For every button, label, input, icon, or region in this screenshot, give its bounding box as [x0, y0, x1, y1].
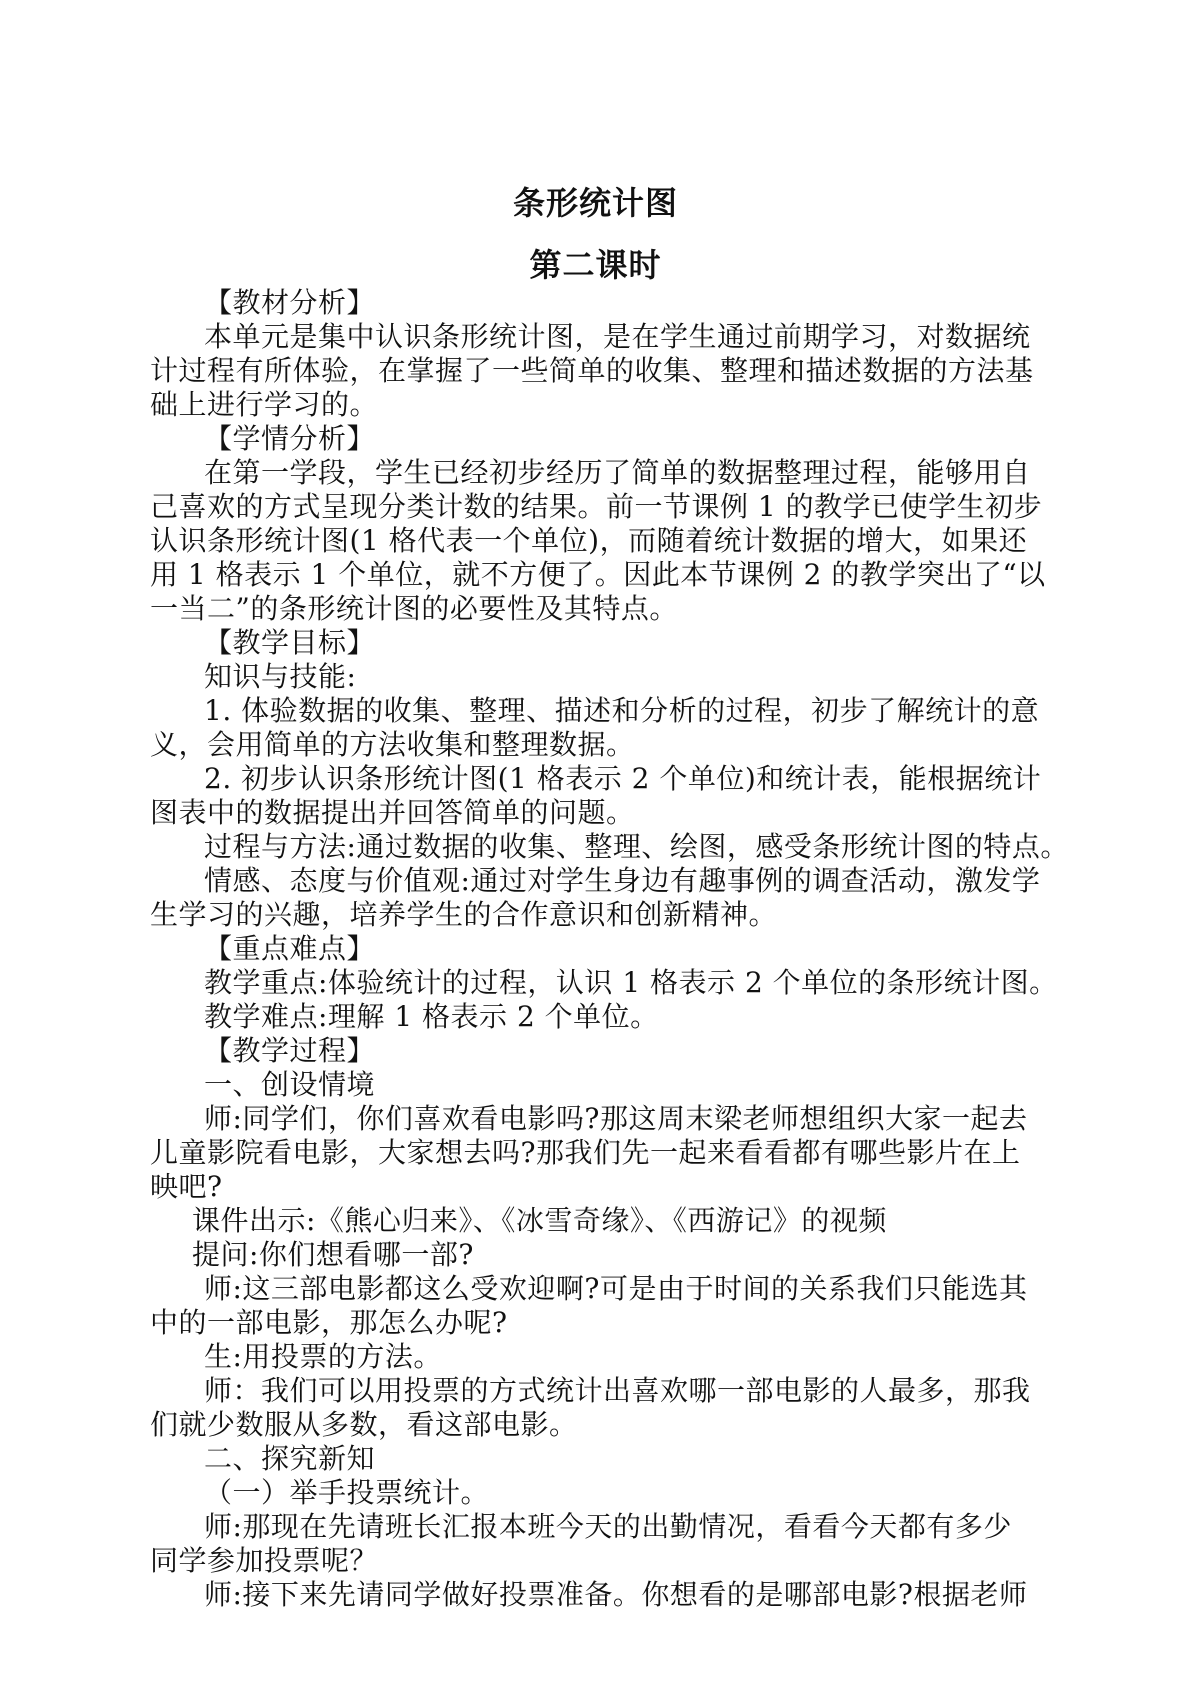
text-line: 2. 初步认识条形统计图(1 格表示 2 个单位)和统计表，能根据统计 [204, 762, 1042, 795]
text-line: 在第一学段，学生已经初步经历了简单的数据整理过程，能够用自 [204, 456, 1031, 489]
text-line: 用 1 格表示 1 个单位，就不方便了。因此本节课例 2 的教学突出了“以 [150, 558, 1046, 591]
text-line: 师:接下来先请同学做好投票准备。你想看的是哪部电影?根据老师 [204, 1578, 1028, 1611]
text-line: 提问:你们想看哪一部? [192, 1238, 474, 1271]
text-line: （一）举手投票统计。 [204, 1476, 490, 1509]
text-line: 一当二”的条形统计图的必要性及其特点。 [150, 592, 678, 625]
text-line: 【教学目标】 [204, 626, 376, 659]
text-line: 儿童影院看电影，大家想去吗?那我们先一起来看看都有哪些影片在上 [150, 1136, 1021, 1169]
text-line: 教学重点:体验统计的过程，认识 1 格表示 2 个单位的条形统计图。 [204, 966, 1058, 999]
text-line: 二、探究新知 [204, 1442, 376, 1475]
text-line: 【教学过程】 [204, 1034, 376, 1067]
text-line: 认识条形统计图(1 格代表一个单位)，而随着统计数据的增大，如果还 [150, 524, 1028, 557]
text-line: 们就少数服从多数，看这部电影。 [150, 1408, 578, 1441]
document-title: 条形统计图 [512, 184, 678, 222]
text-line: 情感、态度与价值观:通过对学生身边有趣事例的调查活动，激发学 [204, 864, 1041, 897]
text-line: 【重点难点】 [204, 932, 376, 965]
text-line: 课件出示:《熊心归来》、《冰雪奇缘》、《西游记》的视频 [192, 1204, 887, 1237]
text-line: 生学习的兴趣，培养学生的合作意识和创新精神。 [150, 898, 778, 931]
text-line: 师：我们可以用投票的方式统计出喜欢哪一部电影的人最多，那我 [204, 1374, 1031, 1407]
text-line: 教学难点:理解 1 格表示 2 个单位。 [204, 1000, 659, 1033]
document-subtitle: 第二课时 [529, 246, 662, 284]
text-line: 中的一部电影，那怎么办呢? [150, 1306, 508, 1339]
text-line: 师:同学们，你们喜欢看电影吗?那这周末梁老师想组织大家一起去 [204, 1102, 1028, 1135]
text-line: 图表中的数据提出并回答简单的问题。 [150, 796, 635, 829]
text-line: 【学情分析】 [204, 422, 376, 455]
text-line: 映吧? [150, 1170, 223, 1203]
text-line: 计过程有所体验，在掌握了一些简单的收集、整理和描述数据的方法基 [150, 354, 1034, 387]
text-line: 义，会用简单的方法收集和整理数据。 [150, 728, 635, 761]
text-line: 本单元是集中认识条形统计图，是在学生通过前期学习，对数据统 [204, 320, 1031, 353]
text-line: 师:那现在先请班长汇报本班今天的出勤情况，看看今天都有多少 [204, 1510, 1012, 1543]
text-line: 1. 体验数据的收集、整理、描述和分析的过程，初步了解统计的意 [204, 694, 1040, 727]
text-line: 一、创设情境 [204, 1068, 376, 1101]
text-line: 知识与技能: [204, 660, 357, 693]
text-line: 过程与方法:通过数据的收集、整理、绘图，感受条形统计图的特点。 [204, 830, 1069, 863]
text-line: 础上进行学习的。 [150, 388, 379, 421]
text-line: 己喜欢的方式呈现分类计数的结果。前一节课例 1 的教学已使学生初步 [150, 490, 1043, 523]
text-line: 同学参加投票呢？ [150, 1544, 379, 1577]
text-line: 生:用投票的方法。 [204, 1340, 442, 1373]
text-line: 师:这三部电影都这么受欢迎啊?可是由于时间的关系我们只能选其 [204, 1272, 1028, 1305]
text-line: 【教材分析】 [204, 286, 376, 319]
